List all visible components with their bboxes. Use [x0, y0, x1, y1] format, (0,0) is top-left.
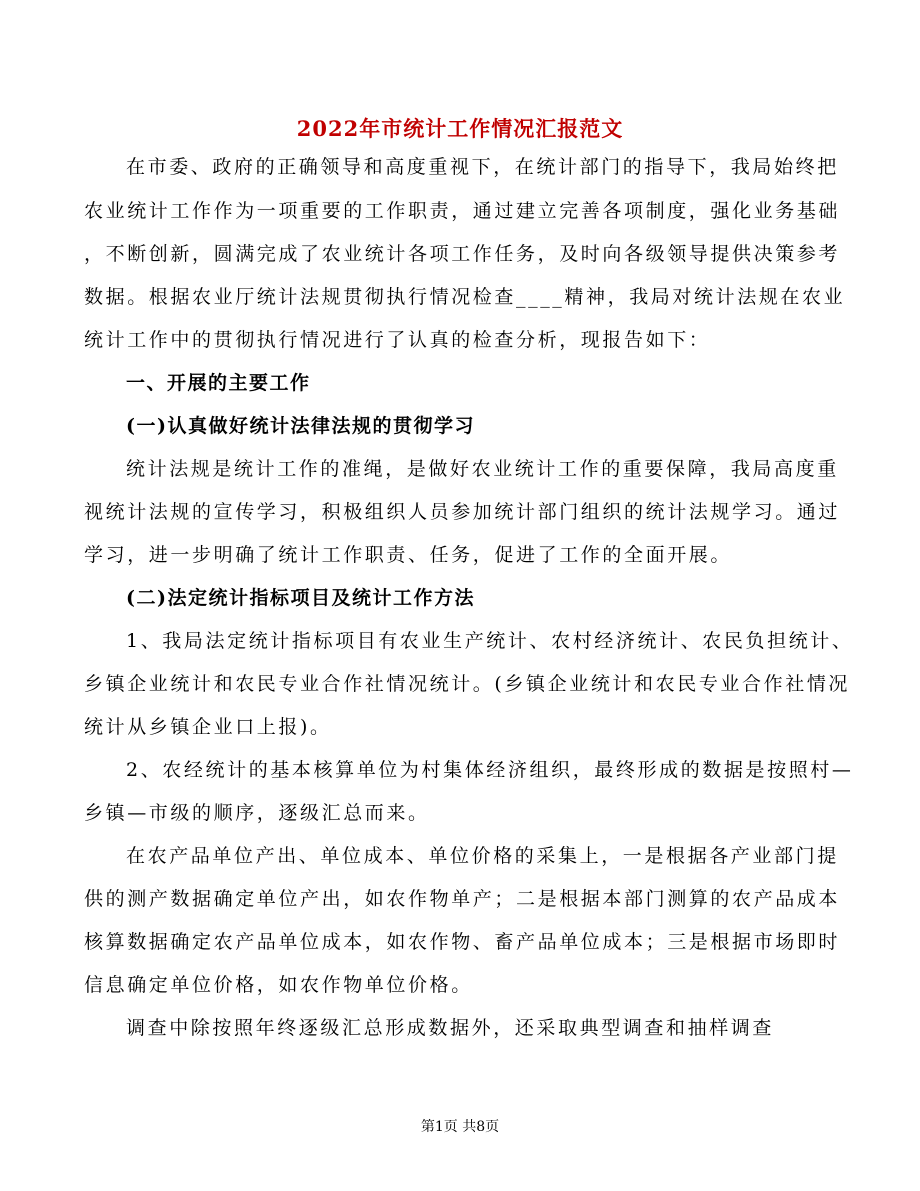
paragraph-line: 1、我局法定统计指标项目有农业生产统计、农村经济统计、农民负担统计、 [126, 630, 854, 652]
document-title: 2022年市统计工作情况汇报范文 [296, 116, 624, 141]
paragraph-line: 在农产品单位产出、单位成本、单位价格的采集上，一是根据各产业部门提 [126, 845, 839, 867]
paragraph-line: 数据。根据农业厅统计法规贯彻执行情况检查____精神，我局对统计法规在农业 [84, 286, 846, 308]
paragraph-line: 乡镇企业统计和农民专业合作社情况统计。(乡镇企业统计和农民专业合作社情况 [84, 673, 851, 695]
paragraph-line: 统计法规是统计工作的准绳，是做好农业统计工作的重要保障，我局高度重 [126, 458, 839, 480]
paragraph-line: 2、农经统计的基本核算单位为村集体经济组织，最终形成的数据是按照村— [126, 759, 854, 781]
paragraph-line: 调查中除按照年终逐级汇总形成数据外，还采取典型调查和抽样调查 [126, 1017, 775, 1039]
section-heading: 一、开展的主要工作 [126, 372, 311, 394]
paragraph-line: 核算数据确定农产品单位成本，如农作物、畜产品单位成本；三是根据市场即时 [84, 931, 841, 953]
paragraph-line: 视统计法规的宣传学习，积极组织人员参加统计部门组织的统计法规学习。通过 [84, 501, 841, 523]
paragraph-line: 供的测产数据确定单位产出，如农作物单产；二是根据本部门测算的农产品成本 [84, 888, 841, 910]
paragraph-line: 统计工作中的贯彻执行情况进行了认真的检查分析，现报告如下： [84, 329, 711, 351]
paragraph-line: 在市委、政府的正确领导和高度重视下，在统计部门的指导下，我局始终把 [126, 156, 839, 178]
paragraph-line: 统计从乡镇企业口上报)。 [84, 716, 332, 738]
paragraph-line: 农业统计工作作为一项重要的工作职责，通过建立完善各项制度，强化业务基础 [84, 200, 841, 222]
page-number: 第1页 共8页 [420, 1119, 500, 1135]
paragraph-line: 信息确定单位价格，如农作物单位价格。 [84, 974, 473, 996]
paragraph-line: 学习，进一步明确了统计工作职责、任务，促进了工作的全面开展。 [84, 544, 733, 566]
paragraph-line: ，不断创新，圆满完成了农业统计各项工作任务，及时向各级领导提供决策参考 [84, 243, 841, 265]
paragraph-line: 乡镇—市级的顺序，逐级汇总而来。 [84, 802, 430, 824]
subsection-heading: (一)认真做好统计法律法规的贯彻学习 [126, 415, 475, 437]
subsection-heading: (二)法定统计指标项目及统计工作方法 [126, 587, 475, 609]
